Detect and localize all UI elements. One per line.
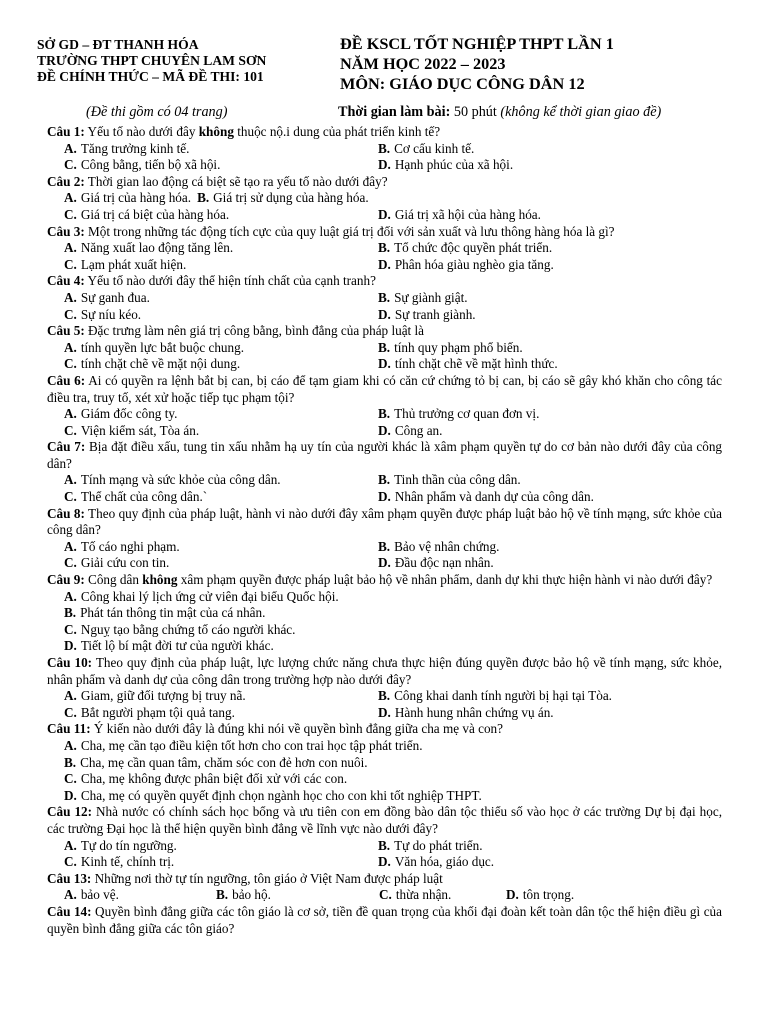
- subject-name: MÔN: GIÁO DỤC CÔNG DÂN 12: [340, 74, 585, 93]
- option-text: Cha, mẹ có quyền quyết định chọn ngành học cho con khi tốt nghiệp THPT.: [80, 787, 482, 803]
- answer-option-b[interactable]: [361, 688, 701, 705]
- option-letter: A.: [64, 837, 77, 853]
- option-letter: C.: [64, 356, 77, 372]
- option-text: Hành hung nhân chứng vụ án.: [394, 704, 554, 720]
- answer-option-d[interactable]: [361, 854, 701, 871]
- question-stem: Bịa đặt điều xấu, tung tin xấu nhằm hạ uy tín của người khác là xâm phạm quyền tự do cơ bản nào dưới đây của công dân?: [47, 439, 723, 471]
- answer-option-b[interactable]: [64, 755, 368, 770]
- question-number: Câu 11:: [47, 721, 91, 737]
- answer-option-a[interactable]: [64, 738, 423, 753]
- option-letter: A.: [64, 190, 77, 206]
- option-text: Tính mạng và sức khỏe của công dân.: [80, 472, 281, 488]
- option-row: [47, 290, 722, 307]
- option-letter: B.: [64, 754, 77, 770]
- option-text: Lạm phát xuất hiện.: [80, 256, 187, 272]
- exam-code: ĐỀ CHÍNH THỨC – MÃ ĐỀ THI: 101: [37, 69, 264, 84]
- answer-option-d[interactable]: [361, 423, 701, 440]
- time-limit-note: (không kể thời gian giao đề): [500, 104, 662, 120]
- option-text: Giá trị xã hội của hàng hóa.: [394, 206, 541, 222]
- option-text: Giá trị sử dụng của hàng hóa.: [213, 190, 369, 206]
- option-letter: B.: [216, 887, 229, 903]
- answer-option-b[interactable]: [197, 190, 369, 205]
- option-row: [47, 887, 722, 904]
- answer-option-a[interactable]: [64, 887, 216, 904]
- answer-option-c[interactable]: [47, 157, 361, 174]
- option-letter: D.: [378, 704, 391, 720]
- question-11: [47, 721, 722, 804]
- question-number: Câu 3:: [47, 223, 85, 239]
- option-letter: B.: [378, 339, 391, 355]
- answer-options: [47, 838, 722, 871]
- option-row: [47, 141, 722, 158]
- question-stem: Ai có quyền ra lệnh bắt bị can, bị cáo để tạm giam khi có căn cứ chứng tỏ bị can, bị cáo sẽ gây khó khăn cho công tác điều tra, truy tố, xét xử hoặc tiếp tục phạm tội?: [47, 372, 723, 405]
- option-text: tính chặt chẽ về mặt nội dung.: [80, 356, 241, 372]
- option-row: [47, 555, 722, 572]
- option-text: tính chặt chẽ về mặt hình thức.: [394, 356, 558, 372]
- department-name: SỞ GD – ĐT THANH HÓA: [37, 37, 199, 52]
- option-text: Thủ trưởng cơ quan đơn vị.: [394, 406, 540, 422]
- answer-option-a[interactable]: [64, 190, 191, 205]
- question-text: [47, 174, 722, 191]
- answer-option-a[interactable]: [47, 340, 361, 357]
- option-row: [47, 838, 722, 855]
- question-text: [47, 373, 722, 406]
- option-letter: C.: [64, 771, 77, 787]
- option-text: Công khai lý lịch ứng cử viên đại biểu Quốc hội.: [80, 588, 339, 604]
- option-text: Năng xuất lao động tăng lên.: [80, 240, 234, 256]
- answer-option-c[interactable]: [64, 771, 347, 786]
- answer-option-a[interactable]: [47, 472, 361, 489]
- option-letter: C.: [64, 704, 77, 720]
- option-text: Sự giành giật.: [394, 289, 468, 305]
- answer-option-c[interactable]: [47, 307, 361, 324]
- option-letter: C.: [64, 854, 77, 870]
- question-13: [47, 871, 722, 904]
- option-row: [47, 240, 722, 257]
- answer-options: [47, 190, 722, 223]
- question-number: Câu 10:: [47, 655, 93, 670]
- page-count-note: (Đề thi gồm có 04 trang): [86, 104, 228, 120]
- question-stem: Đặc trưng làm nên giá trị công bằng, bình đẳng của pháp luật là: [84, 323, 425, 339]
- option-text: thừa nhận.: [395, 887, 452, 903]
- answer-option-d[interactable]: [361, 307, 701, 324]
- option-row: [47, 854, 722, 871]
- option-text: bảo hộ.: [232, 887, 271, 903]
- answer-option-d[interactable]: [361, 207, 701, 224]
- question-stem: Những nơi thờ tự tín ngưỡng, tôn giáo ở Việt Nam được pháp luật: [91, 870, 443, 886]
- option-letter: D.: [506, 887, 519, 903]
- option-row: [47, 589, 722, 606]
- answer-option-b[interactable]: [361, 472, 701, 489]
- option-row: [47, 688, 722, 705]
- answer-option-d[interactable]: [361, 489, 701, 506]
- question-text: [47, 655, 722, 688]
- question-number: Câu 13:: [47, 870, 92, 886]
- option-letter: B.: [378, 240, 391, 256]
- option-text: Kinh tế, chính trị.: [80, 854, 175, 870]
- option-text: Tăng trưởng kinh tế.: [80, 140, 190, 156]
- exam-title: ĐỀ KSCL TỐT NGHIỆP THPT LẦN 1: [340, 34, 614, 53]
- option-row: [47, 539, 722, 556]
- question-number: Câu 7:: [47, 439, 86, 455]
- option-text: Công an.: [394, 422, 443, 438]
- option-letter: B.: [378, 538, 391, 554]
- answer-option-b[interactable]: [64, 605, 265, 620]
- answer-options: [47, 141, 722, 174]
- option-text: Văn hóa, giáo dục.: [394, 854, 495, 870]
- answer-option-d[interactable]: [64, 638, 274, 653]
- question-12: [47, 804, 722, 870]
- answer-option-d[interactable]: [361, 356, 701, 373]
- option-text: Cha, mẹ cần tạo điều kiện tốt hơn cho con trai học tập phát triển.: [80, 737, 423, 753]
- option-text: Sự níu kéo.: [80, 306, 142, 322]
- answer-options: [47, 738, 722, 804]
- option-row: [47, 356, 722, 373]
- option-letter: A.: [64, 588, 77, 604]
- question-text: [47, 506, 722, 539]
- question-text: [47, 804, 722, 837]
- option-letter: D.: [378, 854, 391, 870]
- answer-option-a[interactable]: [47, 688, 361, 705]
- option-letter: A.: [64, 538, 77, 554]
- option-text: Giải cứu con tin.: [80, 555, 170, 571]
- answer-option-c[interactable]: [47, 356, 361, 373]
- answer-option-d[interactable]: [64, 788, 482, 803]
- option-letter: B.: [378, 472, 391, 488]
- option-text: Giám đốc công ty.: [80, 406, 178, 422]
- option-letter: B.: [64, 605, 77, 621]
- answer-options: [47, 240, 722, 273]
- answer-options: [47, 340, 722, 373]
- option-text: Cơ cấu kinh tế.: [394, 140, 475, 156]
- option-letter: D.: [64, 787, 77, 803]
- option-text: Giam, giữ đối tượng bị truy nã.: [80, 688, 246, 704]
- question-14: [47, 904, 722, 937]
- option-row: [47, 423, 722, 440]
- answer-option-c[interactable]: [47, 207, 361, 224]
- option-text: tính quy phạm phổ biến.: [394, 339, 523, 355]
- time-limit-value: 50 phút: [450, 104, 501, 120]
- option-row: [47, 207, 722, 224]
- option-letter: C.: [64, 157, 77, 173]
- option-text: tính quyền lực bắt buộc chung.: [80, 339, 244, 355]
- question-number: Câu 2:: [47, 173, 85, 189]
- answer-option-b[interactable]: [361, 290, 701, 307]
- option-text: Viện kiểm sát, Tòa án.: [80, 422, 200, 438]
- question-stem: Nhà nước có chính sách học bổng và ưu tiên con em đồng bào dân tộc thiểu số vào học ở các trường Dự bị đại học, các trường Đại học là thể hiện quyền bình đẳng về lĩnh vực nào dưới đây?: [47, 804, 723, 836]
- question-1: [47, 124, 722, 174]
- answer-option-c[interactable]: [47, 555, 361, 572]
- question-number: Câu 9:: [47, 572, 85, 588]
- answer-options: [47, 406, 722, 439]
- answer-option-c[interactable]: [47, 854, 361, 871]
- option-letter: A.: [64, 688, 77, 704]
- option-row: [47, 638, 722, 655]
- question-3: [47, 224, 722, 274]
- question-number: Câu 8:: [47, 505, 85, 521]
- option-text: Hạnh phúc của xã hội.: [394, 157, 514, 173]
- answer-options: [47, 290, 722, 323]
- answer-option-a[interactable]: [47, 290, 361, 307]
- option-text: Giá trị cá biệt của hàng hóa.: [80, 206, 230, 222]
- question-stem: Thời gian lao động cá biệt sẽ tạo ra yếu tố nào dưới đây?: [84, 173, 388, 189]
- option-letter: B.: [378, 406, 391, 422]
- answer-option-d[interactable]: [361, 257, 701, 274]
- option-letter: D.: [378, 555, 391, 571]
- question-number: Câu 12:: [47, 804, 93, 820]
- option-letter: A.: [64, 737, 77, 753]
- answer-options: [47, 887, 722, 904]
- answer-option-d[interactable]: [361, 157, 701, 174]
- question-list: [47, 124, 722, 937]
- answer-option-b[interactable]: [361, 240, 701, 257]
- option-letter: D.: [378, 157, 391, 173]
- option-text: Công bằng, tiến bộ xã hội.: [80, 157, 221, 173]
- option-letter: C.: [64, 306, 77, 322]
- question-10: [47, 655, 722, 721]
- time-limit-label: Thời gian làm bài:: [338, 104, 451, 120]
- question-stem: Yếu tố nào dưới đây: [84, 124, 199, 139]
- option-text: Phân hóa giàu nghèo gia tăng.: [394, 256, 554, 272]
- question-text: [47, 572, 722, 589]
- question-stem-cont: thuộc nộ.i dung của phát triển kinh tế?: [233, 124, 441, 139]
- option-row: [47, 788, 722, 805]
- option-text: Tiết lộ bí mật đời tư của người khác.: [80, 638, 274, 654]
- option-row: [47, 340, 722, 357]
- option-row: [47, 472, 722, 489]
- option-letter: C.: [64, 621, 77, 637]
- option-letter: D.: [378, 256, 391, 272]
- question-text: [47, 323, 722, 340]
- option-row: [47, 605, 722, 622]
- option-row: [47, 190, 722, 207]
- option-letter: B.: [378, 140, 391, 156]
- question-4: [47, 273, 722, 323]
- option-letter: A.: [64, 406, 77, 422]
- question-text: [47, 439, 722, 472]
- answer-option-c[interactable]: [47, 705, 361, 722]
- option-row: [47, 307, 722, 324]
- option-letter: D.: [378, 356, 391, 372]
- option-text: Tố cáo nghi phạm.: [80, 538, 180, 554]
- question-stem: Theo quy định của pháp luật, hành vi nào dưới đây xâm phạm quyền được pháp luật bảo hộ về tính mạng, sức khỏe của công dân?: [47, 505, 723, 538]
- question-6: [47, 373, 722, 439]
- answer-option-c[interactable]: [64, 622, 295, 637]
- option-letter: C.: [64, 422, 77, 438]
- option-text: tôn trọng.: [522, 887, 575, 903]
- answer-option-a[interactable]: [47, 141, 361, 158]
- answer-option-a[interactable]: [47, 240, 361, 257]
- question-number: Câu 6:: [47, 372, 86, 388]
- option-text: Thể chất của công dân.`: [80, 489, 208, 505]
- option-letter: D.: [378, 306, 391, 322]
- answer-option-b[interactable]: [361, 838, 701, 855]
- answer-options: [47, 589, 722, 655]
- school-header: [37, 37, 266, 85]
- answer-option-c[interactable]: [47, 257, 361, 274]
- option-letter: A.: [64, 339, 77, 355]
- answer-options: [47, 688, 722, 721]
- option-text: Giá trị của hàng hóa.: [80, 190, 192, 206]
- option-text: Nguỵ tạo bằng chứng tố cáo người khác.: [80, 621, 296, 637]
- option-row: [47, 705, 722, 722]
- option-row: [47, 406, 722, 423]
- option-text: Tổ chức độc quyền phát triển.: [394, 240, 553, 256]
- question-text: [47, 224, 722, 241]
- option-letter: B.: [378, 688, 391, 704]
- option-letter: D.: [64, 638, 77, 654]
- question-number: Câu 1:: [47, 124, 85, 139]
- option-letter: A.: [64, 289, 77, 305]
- exam-title-block: [340, 34, 614, 94]
- answer-option-b[interactable]: [361, 340, 701, 357]
- question-stem: Ý kiến nào dưới đây là đúng khi nói về quyền bình đẳng giữa cha mẹ và con?: [90, 721, 504, 737]
- option-letter: C.: [64, 256, 77, 272]
- question-5: [47, 323, 722, 373]
- question-text: [47, 904, 722, 937]
- school-name: TRƯỜNG THPT CHUYÊN LAM SƠN: [37, 53, 267, 68]
- option-row: [47, 771, 722, 788]
- question-text: [47, 871, 722, 888]
- question-text: [47, 721, 722, 738]
- question-stem-cont: xâm phạm quyền được pháp luật bảo hộ về nhân phẩm, danh dự khi thực hiện hành vi nào dưới đây?: [177, 572, 713, 588]
- question-emphasis: không: [198, 124, 234, 139]
- question-number: Câu 14:: [47, 903, 92, 919]
- question-2: [47, 174, 722, 224]
- answer-option-b[interactable]: [216, 887, 379, 904]
- option-letter: A.: [64, 140, 77, 156]
- option-text: Cha, mẹ cần quan tâm, chăm sóc con đẻ hơn con nuôi.: [80, 754, 368, 770]
- option-text: Nhân phẩm và danh dự của công dân.: [394, 489, 594, 505]
- option-text: bảo vệ.: [80, 887, 119, 903]
- answer-option-a[interactable]: [47, 406, 361, 423]
- exam-subheader: [0, 104, 768, 122]
- option-text: Sự ganh đua.: [80, 289, 150, 305]
- option-letter: D.: [378, 489, 391, 505]
- answer-option-b[interactable]: [361, 141, 701, 158]
- question-stem: Công dân: [84, 572, 143, 588]
- answer-option-b[interactable]: [361, 539, 701, 556]
- answer-option-c[interactable]: [379, 887, 506, 904]
- school-year: NĂM HỌC 2022 – 2023: [340, 54, 506, 73]
- question-stem: Quyền bình đẳng giữa các tôn giáo là cơ sở, tiền đề quan trọng của khối đại đoàn kết toàn dân tộc thể hiện điều gì của quyền bình đẳng giữa các tôn giáo?: [47, 903, 722, 936]
- question-number: Câu 5:: [47, 323, 85, 339]
- option-text: Cha, mẹ không được phân biệt đối xử với các con.: [80, 771, 348, 787]
- answer-option-c[interactable]: [47, 423, 361, 440]
- option-letter: B.: [197, 190, 210, 206]
- option-letter: C.: [64, 555, 77, 571]
- answer-option-b[interactable]: [361, 406, 701, 423]
- option-letter: D.: [378, 422, 391, 438]
- option-letter: D.: [378, 206, 391, 222]
- option-row: [47, 257, 722, 274]
- question-8: [47, 506, 722, 572]
- option-letter: C.: [64, 489, 77, 505]
- question-9: [47, 572, 722, 655]
- question-number: Câu 4:: [47, 273, 85, 289]
- option-letter: B.: [378, 289, 391, 305]
- option-letter: A.: [64, 472, 77, 488]
- question-stem: Yếu tố nào dưới đây thể hiện tính chất của cạnh tranh?: [84, 273, 376, 289]
- option-letter: A.: [64, 887, 77, 903]
- option-text: Đầu độc nạn nhân.: [394, 555, 494, 571]
- question-stem: Một trong những tác động tích cực của quy luật giá trị đối với sản xuất và lưu thông hàng hóa là gì?: [84, 223, 615, 239]
- option-letter: B.: [378, 837, 391, 853]
- question-7: [47, 439, 722, 505]
- option-row: [47, 622, 722, 639]
- option-row: [47, 489, 722, 506]
- question-text: [47, 124, 722, 141]
- time-limit: [338, 104, 661, 121]
- option-text: Sự tranh giành.: [394, 306, 476, 322]
- answer-option-a[interactable]: [64, 589, 339, 604]
- option-text: Tự do tín ngưỡng.: [80, 837, 177, 853]
- answer-options: [47, 539, 722, 572]
- question-text: [47, 273, 722, 290]
- answer-options: [47, 472, 722, 505]
- answer-option-a[interactable]: [47, 838, 361, 855]
- option-text: Bắt người phạm tội quả tang.: [80, 704, 235, 720]
- answer-option-d[interactable]: [361, 705, 701, 722]
- option-text: Bảo vệ nhân chứng.: [394, 538, 500, 554]
- option-letter: C.: [379, 887, 392, 903]
- question-stem: Theo quy định của pháp luật, lực lượng chức năng chưa thực hiện đúng quyền được bảo hộ về tính mạng, sức khỏe, nhân phẩm và danh dự của công dân trong trường hợp nào dưới đây?: [47, 655, 722, 687]
- option-row: [47, 738, 722, 755]
- option-text: Phát tán thông tin mật của cá nhân.: [80, 605, 266, 621]
- option-row: [47, 157, 722, 174]
- option-letter: C.: [64, 206, 77, 222]
- option-row: [47, 755, 722, 772]
- option-text: Tự do phát triển.: [394, 837, 483, 853]
- answer-option-c[interactable]: [47, 489, 361, 506]
- option-text: Công khai danh tính người bị hại tại Tòa.: [394, 688, 612, 704]
- answer-option-d[interactable]: [361, 555, 701, 572]
- option-letter: A.: [64, 240, 77, 256]
- answer-option-d[interactable]: [506, 887, 574, 904]
- answer-option-a[interactable]: [47, 539, 361, 556]
- question-emphasis: không: [142, 572, 178, 588]
- option-text: Tinh thần của công dân.: [394, 472, 521, 488]
